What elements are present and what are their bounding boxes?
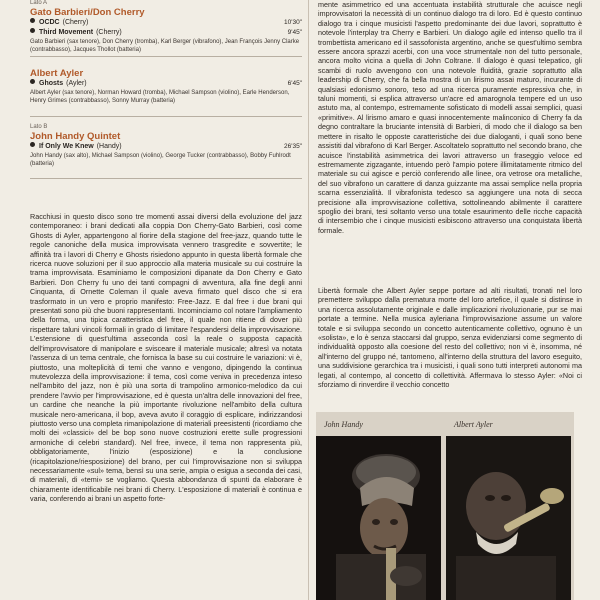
personnel-list: Albert Ayler (sax tenore), Norman Howard (tromba), Michael Sampson (violino), Earle Henderson, Henry Grimes (contrabbasso), Sonny Murray (batteria) [30, 90, 290, 104]
essay-paragraph-right-top: mente asimmetrico ed una accentuata instabilità strutturale che acuisce negli improvvisatori la necessità di un continuo dialogo tra di loro. Ed è questo continuo dialogo tra i cinque musicisti l'aspetto predominante dei due lavori, soprattutto è notevole l'interplay tra Cherry e Barbieri. Un dialogo agile ed intenso quello tra il trombettista americano ed il sassofonista argentino, anche se quest'ultimo sembra essere ancora sprazzi acerbi, con una voce strumentale non del tutto personale, ancora molto vicina a quella di John Coltrane. Il dialogo è quasi telepatico, gli scambi di ruolo avvengono con una notevole fluidità, grazie soprattutto alla leadership di Cherry, che fa bella mostra di un lirismo assai maturo, incurante di qualsiasi edonismo sonoro, teso ad una ricerca puramente espressiva che, in taluni momenti, si esplica attraverso un'acre ed amarognola tempere ed un uso astuto ma, al contempo, estremamente sofisticato di modelli assai semplici, quasi «primitive». Al lirismo amaro e quasi innocentemente malinconico di Cherry fa da degno contraltare la bruciante intensità di Barbieri, di modo che il dialogo sa ben mettere in risalto le opposte caratteristiche dei due dialoganti, i quali sono bene assistiti dal vibrafono di Karl Berger. Ascoltatelo soprattutto nel secondo brano, che acuisce l'instabilità asimmetrica dei lavori attraverso un fraseggio veloce ed estremamente zigzagante, intuendo però l'ampio potere illimitatamente ritmico del materiale su cui agisce e perciò conferendo alle linee, ora vetrose ora metalliche, del suo vibrafono un carattere di danza guizzante ma assai semplice nella propria scarna essenzialità. Il vibrafonista tedesco sa aggiungere una nota di secca precisione alla improvvisazione collettiva, sottolineando abilmente il carattere spoglio dei brani, tesi soltanto verso una totale esaurimento delle ricche capacità di intersembio che i cinque musicisti esibiscono attraverso una conquistata libertà formale. [318, 0, 582, 235]
track-composer: (Cherry) [62, 19, 89, 26]
bullet-icon [30, 18, 35, 23]
track-composer: (Ayler) [66, 80, 87, 87]
track-title: Third Movement [39, 29, 94, 36]
albert-ayler-portrait-icon [446, 436, 571, 600]
track-composer: (Handy) [96, 143, 122, 150]
john-handy-portrait-icon [316, 436, 441, 600]
divider [30, 56, 302, 57]
divider [30, 116, 302, 117]
side-b-label: Lato B [30, 124, 48, 130]
personnel-list: Gato Barbieri (sax tenore), Don Cherry (tromba), Karl Berger (vibrafono), Jean François Jenny Clarke (contrabbasso), Jacques Thollot (batteria) [30, 39, 300, 53]
group-title-barbieri-cherry: Gato Barbieri/Don Cherry [30, 7, 145, 18]
photo-panel [316, 412, 574, 600]
track-title: OCDC [39, 19, 60, 26]
divider [30, 178, 302, 179]
track-listing [30, 0, 302, 167]
handy-block [30, 124, 302, 168]
track-duration: 26'35" [283, 143, 302, 150]
ayler-block [30, 68, 302, 105]
john-handy-photo [316, 436, 441, 600]
photo-caption-ayler: Albert Ayler [454, 420, 493, 429]
group-title-handy: John Handy Quintet [30, 131, 121, 142]
track-title: Ghosts [39, 80, 64, 87]
photo-caption-handy: John Handy [324, 420, 363, 429]
track-item [30, 79, 302, 89]
track-item [30, 142, 302, 152]
essay-paragraph-left: Racchiusi in questo disco sono tre momenti assai diversi della evoluzione del jazz contemporaneo: i brani dedicati alla coppia Don Cherry-Gato Barbieri, così come Ghosts di Ayler, appartengono al fiorire della stagione del free-jazz, quando tutte le regole canoniche della musica improvvisata vennero trasgredite e sovvertite; le affinità tra i lavori di Cherry e Ghosts risiedono appunto in questa libertà formale che ricerca nuove soluzioni per il suo approccio alla materia musicale su cui costruire la trama improvvisata. Esaminiamo le composizioni dipanate da Don Cherry e Gato Barbieri. Don Cherry fu uno dei tanti compagni di avventura, alla fine degli anni Cinquanta, di Ornette Coleman il quale aveva firmato quel disco che si era trasformato in un vero e proprio manifesto: Free-Jazz. E dal free i due brani qui presentati sono più che buoni rappresentanti. Incominciamo col notare l'ampliamento della forma, una tipica caratteristica del free, il quale non ritiene di dover più rispettare taluni vincoli formali in grado di limitare l'espandersi della improvvisazione. L'estensione di quest'ultima asseconda così la reale o supposta capacità dell'improvvisatore di manipolare e svisceare il materiale musicale; altresì va notata l'assenza di un tema centrale, che fornisca la base su cui costruire le variazioni: vi è, piuttosto, una molteplicità di temi che vanno e vengono, dipingendo la continua mutevolezza della improvvisazione: il tema, così come veniva in precedenza inteso nell'ambito del jazz, non è più una sorta di trampolino armonico-melodico da cui prendere l'avvio per l'improvvisazione, ed è questa un'altra delle innovazioni del free, un cardine che neanche la più importante rivoluzione nell'ambito della cultura musicale nero-americana, il bop, aveva avuto il coraggio di esplicare, indirizzandosi piuttosto verso una completa rimanipolazione di materiali preesistenti (ricordiamo che molti dei «classici» del be bop sono nuove costruzioni erette sulle progressioni armoniche di celebri standard). Nel free, invece, il tema non rappresenta più, obbligatoriamente, l'inizio (esposizione) e la conclusione (ricapitolazione/riesposizione) del brano, per cui l'improvvisazione non si sviluppa necessariamente «sul» tema, bensì su una serie, ampia o esigua a seconda dei casi, di materiali, di «temi» se vogliamo. Questa abbondanza di spunti da elaborare è chiaramente identificabile nei brani di Cherry. L'esposizione di materiali è continua e varia, conferendo ai brani un aspetto forte- [30, 212, 302, 504]
group-title-ayler: Albert Ayler [30, 68, 84, 79]
albert-ayler-photo [446, 436, 571, 600]
track-composer: (Cherry) [96, 29, 122, 36]
column-divider [308, 0, 309, 600]
bullet-icon [30, 142, 35, 147]
track-item [30, 18, 302, 28]
track-title: If Only We Knew [39, 143, 94, 150]
essay-paragraph-right-bottom: Libertà formale che Albert Ayler seppe portare ad alti risultati, tronati nel loro premettere sviluppo dalla prematura morte del loro artefice, il quale si distinse in una ricerca assolutamente originale e dalle implicazioni rivoluzionarie, pur se mai portate a termine. Nella musica ayleriana l'improvvisazione assume un valore totale e si sviluppa secondo un concetto autenticamente collettivo, ognuno è un «solista», e lo è senza staccarsi dal gruppo, senza evidenziarsi come segmento di individualità opposto alla coesione del resto del collettivo; non vi è, insomma, né all'interno del gruppo né, tantomeno, all'interno della struttura del lavoro eseguito, una suddivisione gerarchica tra i musicisti, i quali sono tutti interpreti autonomi ma legati, al contempo, al concetto di collettività. Affermava lo stesso Ayler: «Noi ci sforziamo di rinverdire il vecchio concetto [318, 286, 582, 390]
side-a-block [30, 0, 302, 54]
track-duration: 6'45" [287, 80, 302, 87]
personnel-list: John Handy (sax alto), Michael Sampson (violino), George Tucker (contrabbasso), Bobby Fuhlrodt (batteria) [30, 153, 291, 167]
track-duration: 9'45" [287, 29, 302, 36]
track-duration: 10'30" [283, 19, 302, 26]
bullet-icon [30, 79, 35, 84]
track-item [30, 28, 302, 38]
bullet-icon [30, 28, 35, 33]
side-a-label: Lato A [30, 0, 48, 6]
